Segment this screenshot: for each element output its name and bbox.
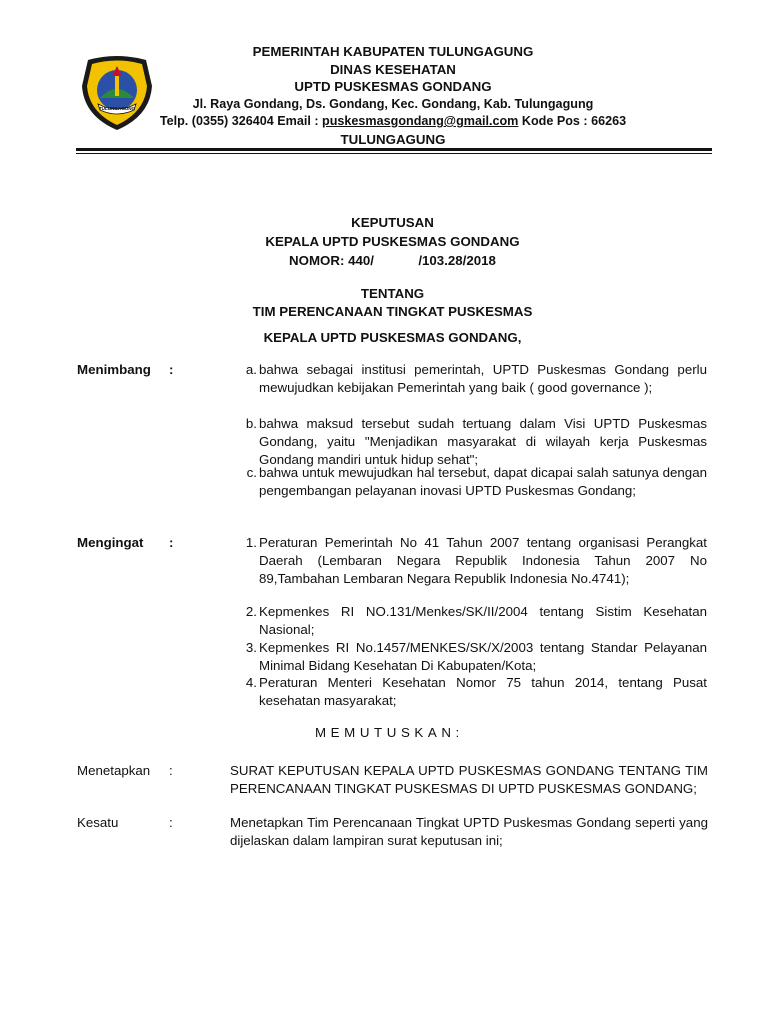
mengingat-item	[232, 603, 707, 639]
contact-email-link[interactable]: puskesmasgondang@gmail.com	[322, 114, 519, 128]
menetapkan-colon: :	[169, 763, 173, 778]
menetapkan-text: SURAT KEPUTUSAN KEPALA UPTD PUSKESMAS GONDANG TENTANG TIM PERENCANAAN TINGKAT PUSKESMAS DI UPTD PUSKESMAS GONDANG;	[230, 763, 708, 796]
contact-postal: Kode Pos : 66263	[518, 114, 627, 128]
letterhead-city: TULUNGAGUNG	[340, 131, 446, 147]
letterhead-divider-thin	[76, 153, 712, 154]
item-text: bahwa sebagai institusi pemerintah, UPTD Puskesmas Gondang perlu mewujudkan kebijakan Pemerintah yang baik ( good governance );	[259, 362, 707, 395]
menimbang-item	[232, 361, 707, 397]
item-marker: 2.	[245, 604, 257, 619]
mengingat-item	[232, 534, 707, 588]
decree-number: NOMOR: 440/ /103.28/2018	[289, 253, 496, 268]
item-text: Peraturan Menteri Kesehatan Nomor 75 tahun 2014, tentang Pusat kesehatan masyarakat;	[259, 675, 707, 708]
memutuskan-heading: MEMUTUSKAN:	[315, 725, 464, 740]
item-text: Kepmenkes RI No.1457/MENKES/SK/X/2003 tentang Standar Pelayanan Minimal Bidang Kesehatan Di Kabupaten/Kota;	[259, 640, 707, 673]
item-text: Peraturan Pemerintah No 41 Tahun 2007 tentang organisasi Perangkat Daerah (Lembaran Negara Republik Indonesia Tahun 2007 No 89,Tambahan Lembaran Negara Republik Indonesia No.4741);	[259, 535, 707, 586]
menimbang-colon: :	[169, 362, 174, 377]
menimbang-item	[232, 415, 707, 469]
decree-authority: KEPALA UPTD PUSKESMAS GONDANG,	[263, 330, 522, 345]
item-marker: b.	[245, 416, 257, 431]
item-marker: 4.	[245, 675, 257, 690]
letterhead-unit: UPTD PUSKESMAS GONDANG	[294, 79, 492, 94]
letterhead-divider-thick	[76, 148, 712, 151]
mengingat-item	[232, 674, 707, 710]
contact-phone: Telp. (0355) 326404 Email :	[159, 114, 323, 128]
kesatu-colon: :	[169, 815, 173, 830]
menetapkan-label: Menetapkan	[77, 763, 151, 778]
decree-heading: KEPUTUSAN	[351, 215, 434, 230]
item-text: bahwa untuk mewujudkan hal tersebut, dapat dicapai salah satunya dengan pengembangan pelayanan inovasi UPTD Puskesmas Gondang;	[259, 465, 707, 498]
decree-about-heading: TENTANG	[360, 286, 425, 301]
kesatu-text: Menetapkan Tim Perencanaan Tingkat UPTD Puskesmas Gondang seperti yang dijelaskan dalam lampiran surat keputusan ini;	[230, 815, 708, 848]
item-marker: 1.	[245, 535, 257, 550]
letterhead	[150, 43, 636, 148]
item-marker: a.	[245, 362, 257, 377]
emblem-caption: TULUNGAGUNG	[98, 106, 136, 111]
letterhead-government: PEMERINTAH KABUPATEN TULUNGAGUNG	[252, 44, 534, 59]
item-text: Kepmenkes RI NO.131/Menkes/SK/II/2004 tentang Sistim Kesehatan Nasional;	[259, 604, 707, 637]
mengingat-colon: :	[169, 535, 174, 550]
letterhead-address: Jl. Raya Gondang, Ds. Gondang, Kec. Gondang, Kab. Tulungagung	[192, 96, 594, 111]
letterhead-contact	[150, 113, 636, 131]
regency-emblem-logo	[76, 54, 158, 132]
decree-subject: TIM PERENCANAAN TINGKAT PUSKESMAS	[252, 304, 533, 319]
item-marker: c.	[246, 465, 257, 480]
menimbang-label: Menimbang	[77, 362, 151, 377]
decree-issuer: KEPALA UPTD PUSKESMAS GONDANG	[265, 234, 520, 249]
item-marker: 3.	[245, 640, 257, 655]
mengingat-label: Mengingat	[77, 535, 144, 550]
letterhead-agency: DINAS KESEHATAN	[330, 61, 456, 77]
menimbang-item	[232, 464, 707, 500]
mengingat-item	[232, 639, 707, 675]
kesatu-label: Kesatu	[77, 815, 119, 830]
item-text: bahwa maksud tersebut sudah tertuang dalam Visi UPTD Puskesmas Gondang, yaitu "Menjadikan masyarakat di wilayah kerja Puskesmas Gondang mandiri untuk hidup sehat";	[259, 416, 707, 467]
